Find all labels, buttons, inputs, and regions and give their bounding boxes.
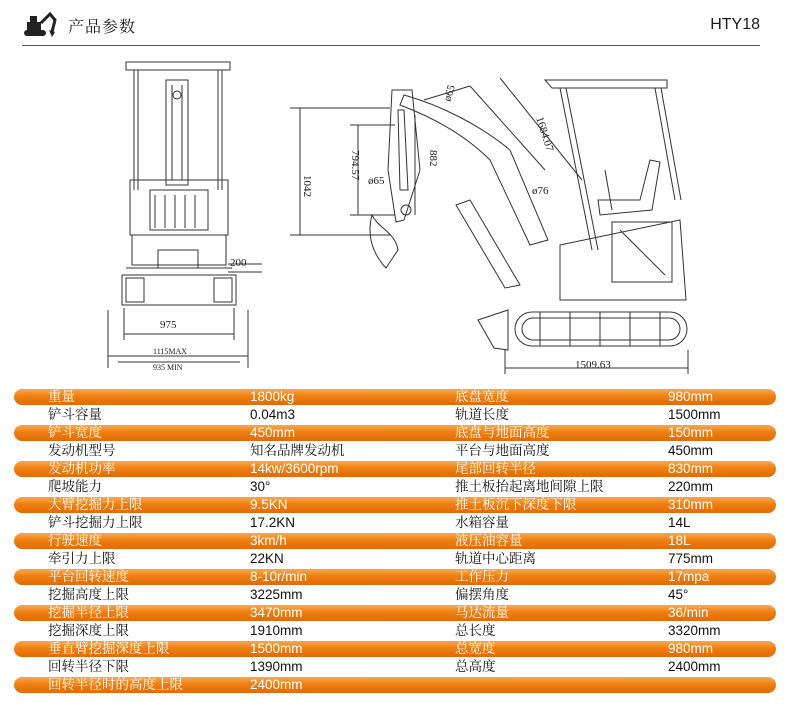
spec-label: 挖掘高度上限	[48, 587, 129, 603]
row-highlight-band	[14, 461, 776, 477]
spec-label: 水箱容量	[455, 515, 509, 531]
spec-label: 平台回转速度	[48, 569, 129, 585]
spec-value: 1500mm	[250, 641, 303, 656]
spec-row	[0, 514, 790, 532]
spec-label: 垂直臂挖掘深度上限	[48, 641, 170, 657]
spec-value: 0.04m3	[250, 407, 296, 422]
spec-value: 775mm	[668, 551, 714, 566]
spec-value: 220mm	[668, 479, 714, 494]
spec-label: 爬坡能力	[48, 479, 102, 495]
spec-label: 行驶速度	[48, 533, 102, 549]
spec-label: 牵引力上限	[48, 551, 116, 567]
spec-label: 总宽度	[455, 641, 496, 657]
dim-pin-65-bottom: ø65	[368, 175, 385, 187]
model-number: HTY18	[710, 16, 760, 33]
row-highlight-band	[14, 533, 776, 549]
spec-row	[0, 496, 790, 514]
spec-label: 液压油容量	[455, 533, 523, 549]
spec-value: 17mpa	[668, 569, 710, 584]
spec-label: 底盘与地面高度	[455, 425, 550, 441]
spec-row	[0, 604, 790, 622]
front-view-labels	[153, 257, 247, 372]
spec-label: 总长度	[455, 623, 496, 639]
spec-label: 工作压力	[455, 569, 509, 585]
dim-794: 794.57	[349, 150, 361, 181]
dim-blade-height: 200	[230, 257, 247, 269]
spec-label: 平台与地面高度	[455, 443, 550, 459]
page-header	[0, 0, 790, 50]
spec-value: 知名品牌发动机	[250, 443, 345, 458]
spec-value: 18L	[668, 533, 691, 548]
spec-row	[0, 478, 790, 496]
spec-value: 2400mm	[250, 677, 303, 692]
spec-row	[0, 640, 790, 658]
spec-row	[0, 568, 790, 586]
dim-pin-65-top: ø65	[441, 83, 458, 103]
side-view	[290, 78, 688, 374]
spec-label: 推土板抬起离地间隙上限	[455, 479, 604, 495]
spec-value: 14L	[668, 515, 691, 530]
spec-value: 45°	[668, 587, 689, 602]
spec-label: 发动机功率	[48, 461, 116, 477]
spec-label: 铲斗容量	[48, 407, 102, 423]
spec-value: 1910mm	[250, 623, 303, 638]
spec-row	[0, 550, 790, 568]
spec-label: 挖掘半径上限	[48, 605, 129, 621]
spec-row	[0, 388, 790, 406]
spec-table	[0, 388, 790, 694]
spec-label: 轨道长度	[455, 407, 509, 423]
spec-row	[0, 676, 790, 694]
spec-value: 830mm	[668, 461, 714, 476]
spec-row	[0, 622, 790, 640]
spec-label: 发动机型号	[48, 443, 116, 459]
spec-label: 铲斗挖掘力上限	[48, 515, 143, 531]
spec-label: 大臂挖掘力上限	[48, 497, 143, 513]
spec-value: 30°	[250, 479, 271, 494]
spec-row	[0, 658, 790, 676]
row-highlight-band	[14, 425, 776, 441]
spec-row	[0, 532, 790, 550]
spec-label: 轨道中心距离	[455, 551, 536, 567]
spec-value: 1390mm	[250, 659, 303, 674]
spec-label: 回转半径时的高度上限	[48, 677, 183, 693]
spec-value: 3320mm	[668, 623, 721, 638]
dim-882: 882	[427, 150, 439, 167]
spec-label: 铲斗宽度	[48, 425, 102, 441]
spec-value: 2400mm	[668, 659, 721, 674]
spec-value: 310mm	[668, 497, 714, 512]
spec-row	[0, 460, 790, 478]
spec-label: 总高度	[455, 659, 496, 675]
spec-value: 17.2KN	[250, 515, 296, 530]
spec-value: 980mm	[668, 389, 714, 404]
dim-blade-min: 935 MIN	[153, 363, 183, 372]
spec-value: 1800kg	[250, 389, 295, 404]
spec-label: 回转半径下限	[48, 659, 129, 675]
spec-value: 1500mm	[668, 407, 721, 422]
spec-value: 150mm	[668, 425, 714, 440]
spec-row	[0, 424, 790, 442]
spec-label: 推土板沉下深度下限	[455, 497, 577, 513]
spec-label: 偏摆角度	[455, 587, 509, 603]
spec-value: 8-10r/min	[250, 569, 308, 584]
dim-blade-max: 1115MAX	[153, 347, 188, 356]
side-view-labels	[301, 83, 611, 371]
spec-value: 14kw/3600rpm	[250, 461, 339, 476]
spec-row	[0, 406, 790, 424]
spec-value: 9.5KN	[250, 497, 288, 512]
spec-value: 3225mm	[250, 587, 303, 602]
front-view	[108, 62, 262, 368]
excavator-logo-icon	[22, 10, 58, 40]
spec-value: 22KN	[250, 551, 284, 566]
spec-label: 底盘宽度	[455, 389, 509, 405]
section-title: 产品参数	[68, 17, 137, 36]
spec-value: 3km/h	[250, 533, 287, 548]
spec-label: 重量	[48, 389, 75, 405]
spec-label: 尾部回转半径	[455, 461, 536, 477]
dim-1684: 1684.07	[533, 115, 556, 153]
dim-track-width: 975	[160, 319, 177, 331]
spec-label: 挖掘深度上限	[48, 623, 129, 639]
spec-value: 980mm	[668, 641, 714, 656]
spec-value: 3470mm	[250, 605, 303, 620]
excavator-dimension-drawing	[0, 50, 790, 380]
dim-1042: 1042	[301, 175, 313, 197]
spec-row	[0, 442, 790, 460]
dim-pin-76: ø76	[532, 185, 549, 197]
dim-1509: 1509.63	[575, 359, 611, 371]
spec-value: 450mm	[668, 443, 714, 458]
header-divider	[22, 45, 760, 46]
spec-row	[0, 586, 790, 604]
row-highlight-band	[14, 389, 776, 405]
technical-drawing	[0, 50, 790, 380]
spec-label: 马达流量	[455, 605, 509, 621]
spec-value: 36/min	[668, 605, 709, 620]
spec-value: 450mm	[250, 425, 296, 440]
